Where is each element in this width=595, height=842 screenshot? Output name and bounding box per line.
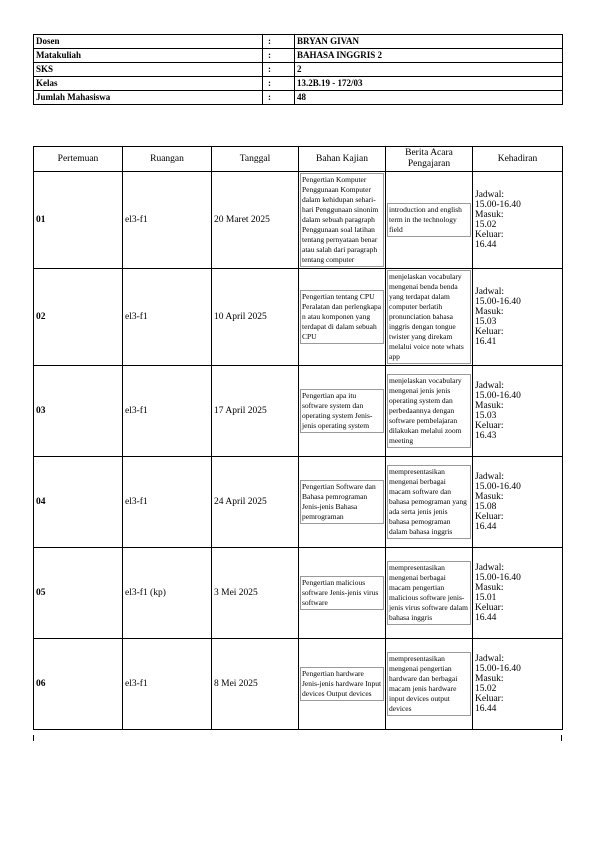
room-cell: el3-f1 (kp) — [123, 548, 212, 639]
table-row — [34, 639, 563, 730]
table-row — [34, 172, 563, 269]
date-cell: 24 April 2025 — [212, 457, 299, 548]
info-label: Dosen — [34, 35, 263, 49]
course-info-table — [33, 34, 563, 105]
info-label: Matakuliah — [34, 49, 263, 63]
attendance-line: Jadwal: — [475, 381, 505, 391]
attendance-line: 15.08 — [475, 502, 497, 512]
attendance-line: Jadwal: — [475, 563, 505, 573]
teaching-report-cell — [386, 172, 473, 269]
attendance-line: Masuk: — [475, 401, 504, 411]
attendance-line: Keluar: — [475, 230, 504, 240]
topic-cell-text: Pengertian Komputer Penggunaan Komputer dalam kehidupan sehari-hari Penggunaan sinonim dalam sebuah paragraph Penggunaan soal latihan tentang pernyataan benar atau salah dari paragraph tentang computer — [300, 173, 384, 267]
attendance-line: 15.00-16.40 — [475, 200, 521, 210]
teaching-report-cell — [386, 639, 473, 730]
topic-cell — [299, 269, 386, 366]
topic-cell-text: Pengertian Software dan Bahasa pemrograman Jenis-jenis Bahasa pemrograman — [300, 480, 384, 524]
teaching-report-cell-text: mempresentasikan mengenai berbagai macam pengertian malicious software jenis-jenis virus software dalam bahasa inggris — [387, 561, 471, 625]
meeting-number: 03 — [34, 366, 123, 457]
date-cell: 8 Mei 2025 — [212, 639, 299, 730]
info-label: Jumlah Mahasiswa — [34, 91, 263, 105]
attendance-line: 16.41 — [475, 337, 497, 347]
date-cell: 17 April 2025 — [212, 366, 299, 457]
topic-cell-text: Pengertian apa itu software system dan operating system Jenis-jenis operating system — [300, 389, 384, 433]
header-bahan-kajian: Bahan Kajian — [299, 147, 386, 172]
attendance-line: Masuk: — [475, 307, 504, 317]
attendance-cell — [473, 548, 563, 639]
info-separator: : — [263, 63, 295, 77]
topic-cell — [299, 639, 386, 730]
info-separator: : — [263, 49, 295, 63]
table-row — [34, 548, 563, 639]
info-row — [34, 77, 563, 91]
info-row — [34, 91, 563, 105]
info-value: BAHASA INGGRIS 2 — [295, 49, 563, 63]
info-row — [34, 35, 563, 49]
attendance-line: 15.02 — [475, 220, 497, 230]
topic-cell-text: Pengertian malicious software Jenis-jenis virus software — [300, 576, 384, 610]
attendance-line: 16.44 — [475, 522, 497, 532]
meeting-number: 06 — [34, 639, 123, 730]
teaching-report-cell-text: mempresentasikan mengenai berbagai macam software dan bahasa pemograman yang ada serta jenis jenis bahasa pemograman dalam bahasa inggris — [387, 465, 471, 539]
attendance-table — [33, 146, 563, 730]
attendance-line: 16.44 — [475, 704, 497, 714]
attendance-cell — [473, 172, 563, 269]
info-value: 2 — [295, 63, 563, 77]
attendance-line: 16.44 — [475, 613, 497, 623]
attendance-line: Masuk: — [475, 674, 504, 684]
header-ruangan: Ruangan — [123, 147, 212, 172]
info-value: 48 — [295, 91, 563, 105]
attendance-line: Masuk: — [475, 210, 504, 220]
teaching-report-cell — [386, 269, 473, 366]
attendance-line: Keluar: — [475, 694, 504, 704]
attendance-line: Jadwal: — [475, 472, 505, 482]
date-cell: 20 Maret 2025 — [212, 172, 299, 269]
attendance-line: Jadwal: — [475, 190, 505, 200]
info-separator: : — [263, 91, 295, 105]
table-continuation — [33, 735, 562, 741]
topic-cell — [299, 172, 386, 269]
topic-cell — [299, 457, 386, 548]
attendance-line: Jadwal: — [475, 654, 505, 664]
room-cell: el3-f1 — [123, 269, 212, 366]
topic-cell-text: Pengertian hardware Jenis-jenis hardware Input devices Output devices — [300, 667, 384, 701]
attendance-line: 15.00-16.40 — [475, 664, 521, 674]
info-value: 13.2B.19 - 172/03 — [295, 77, 563, 91]
table-row — [34, 366, 563, 457]
meeting-number: 01 — [34, 172, 123, 269]
header-kehadiran: Kehadiran — [473, 147, 563, 172]
teaching-report-cell-text: menjelaskan vocabulary mengenai benda benda yang terdapat dalam computer berlatih pronunciation bahasa inggris dengan tongue twister yang direkam melalui voice note whats app — [387, 270, 471, 364]
topic-cell-text: Pengertian tentang CPU Peralatan dan perlengkapa n atau komponen yang terdapat di dalam sebuah CPU — [300, 290, 384, 344]
attendance-cell — [473, 366, 563, 457]
info-label: SKS — [34, 63, 263, 77]
meeting-number: 05 — [34, 548, 123, 639]
table-header-row — [34, 147, 563, 172]
attendance-line: Keluar: — [475, 421, 504, 431]
teaching-report-cell — [386, 457, 473, 548]
attendance-line: Keluar: — [475, 603, 504, 613]
date-cell: 3 Mei 2025 — [212, 548, 299, 639]
attendance-cell — [473, 639, 563, 730]
attendance-line: 15.00-16.40 — [475, 573, 521, 583]
teaching-report-cell — [386, 366, 473, 457]
attendance-line: 15.00-16.40 — [475, 482, 521, 492]
attendance-line: Masuk: — [475, 492, 504, 502]
meeting-number: 04 — [34, 457, 123, 548]
topic-cell — [299, 366, 386, 457]
attendance-cell — [473, 269, 563, 366]
attendance-line: 16.43 — [475, 431, 497, 441]
attendance-line: Jadwal: — [475, 287, 505, 297]
attendance-cell — [473, 457, 563, 548]
teaching-report-cell-text: mempresentasikan mengenai pengertian hardware dan berbagai macam jenis hardware input devices output devices — [387, 652, 471, 716]
info-row — [34, 63, 563, 77]
room-cell: el3-f1 — [123, 366, 212, 457]
attendance-line: Keluar: — [475, 512, 504, 522]
meeting-number: 02 — [34, 269, 123, 366]
attendance-line: 15.03 — [475, 317, 497, 327]
topic-cell — [299, 548, 386, 639]
attendance-line: 15.02 — [475, 684, 497, 694]
teaching-report-cell — [386, 548, 473, 639]
attendance-line: 15.00-16.40 — [475, 391, 521, 401]
info-separator: : — [263, 35, 295, 49]
attendance-line: 15.00-16.40 — [475, 297, 521, 307]
room-cell: el3-f1 — [123, 639, 212, 730]
header-berita-acara: Berita Acara Pengajaran — [386, 147, 473, 172]
room-cell: el3-f1 — [123, 172, 212, 269]
attendance-line: 15.03 — [475, 411, 497, 421]
teaching-report-cell-text: introduction and english term in the technology field — [387, 203, 471, 237]
header-pertemuan: Pertemuan — [34, 147, 123, 172]
room-cell: el3-f1 — [123, 457, 212, 548]
attendance-line: Masuk: — [475, 583, 504, 593]
header-tanggal: Tanggal — [212, 147, 299, 172]
teaching-report-cell-text: menjelaskan vocabulary mengenai jenis jenis operating system dan perbedaannya dengan software pembelajaran dilakukan melalui zoom meeting — [387, 374, 471, 448]
info-separator: : — [263, 77, 295, 91]
attendance-line: Keluar: — [475, 327, 504, 337]
date-cell: 10 April 2025 — [212, 269, 299, 366]
table-row — [34, 457, 563, 548]
attendance-line: 16.44 — [475, 240, 497, 250]
info-label: Kelas — [34, 77, 263, 91]
table-row — [34, 269, 563, 366]
info-value: BRYAN GIVAN — [295, 35, 563, 49]
attendance-line: 15.01 — [475, 593, 497, 603]
info-row — [34, 49, 563, 63]
